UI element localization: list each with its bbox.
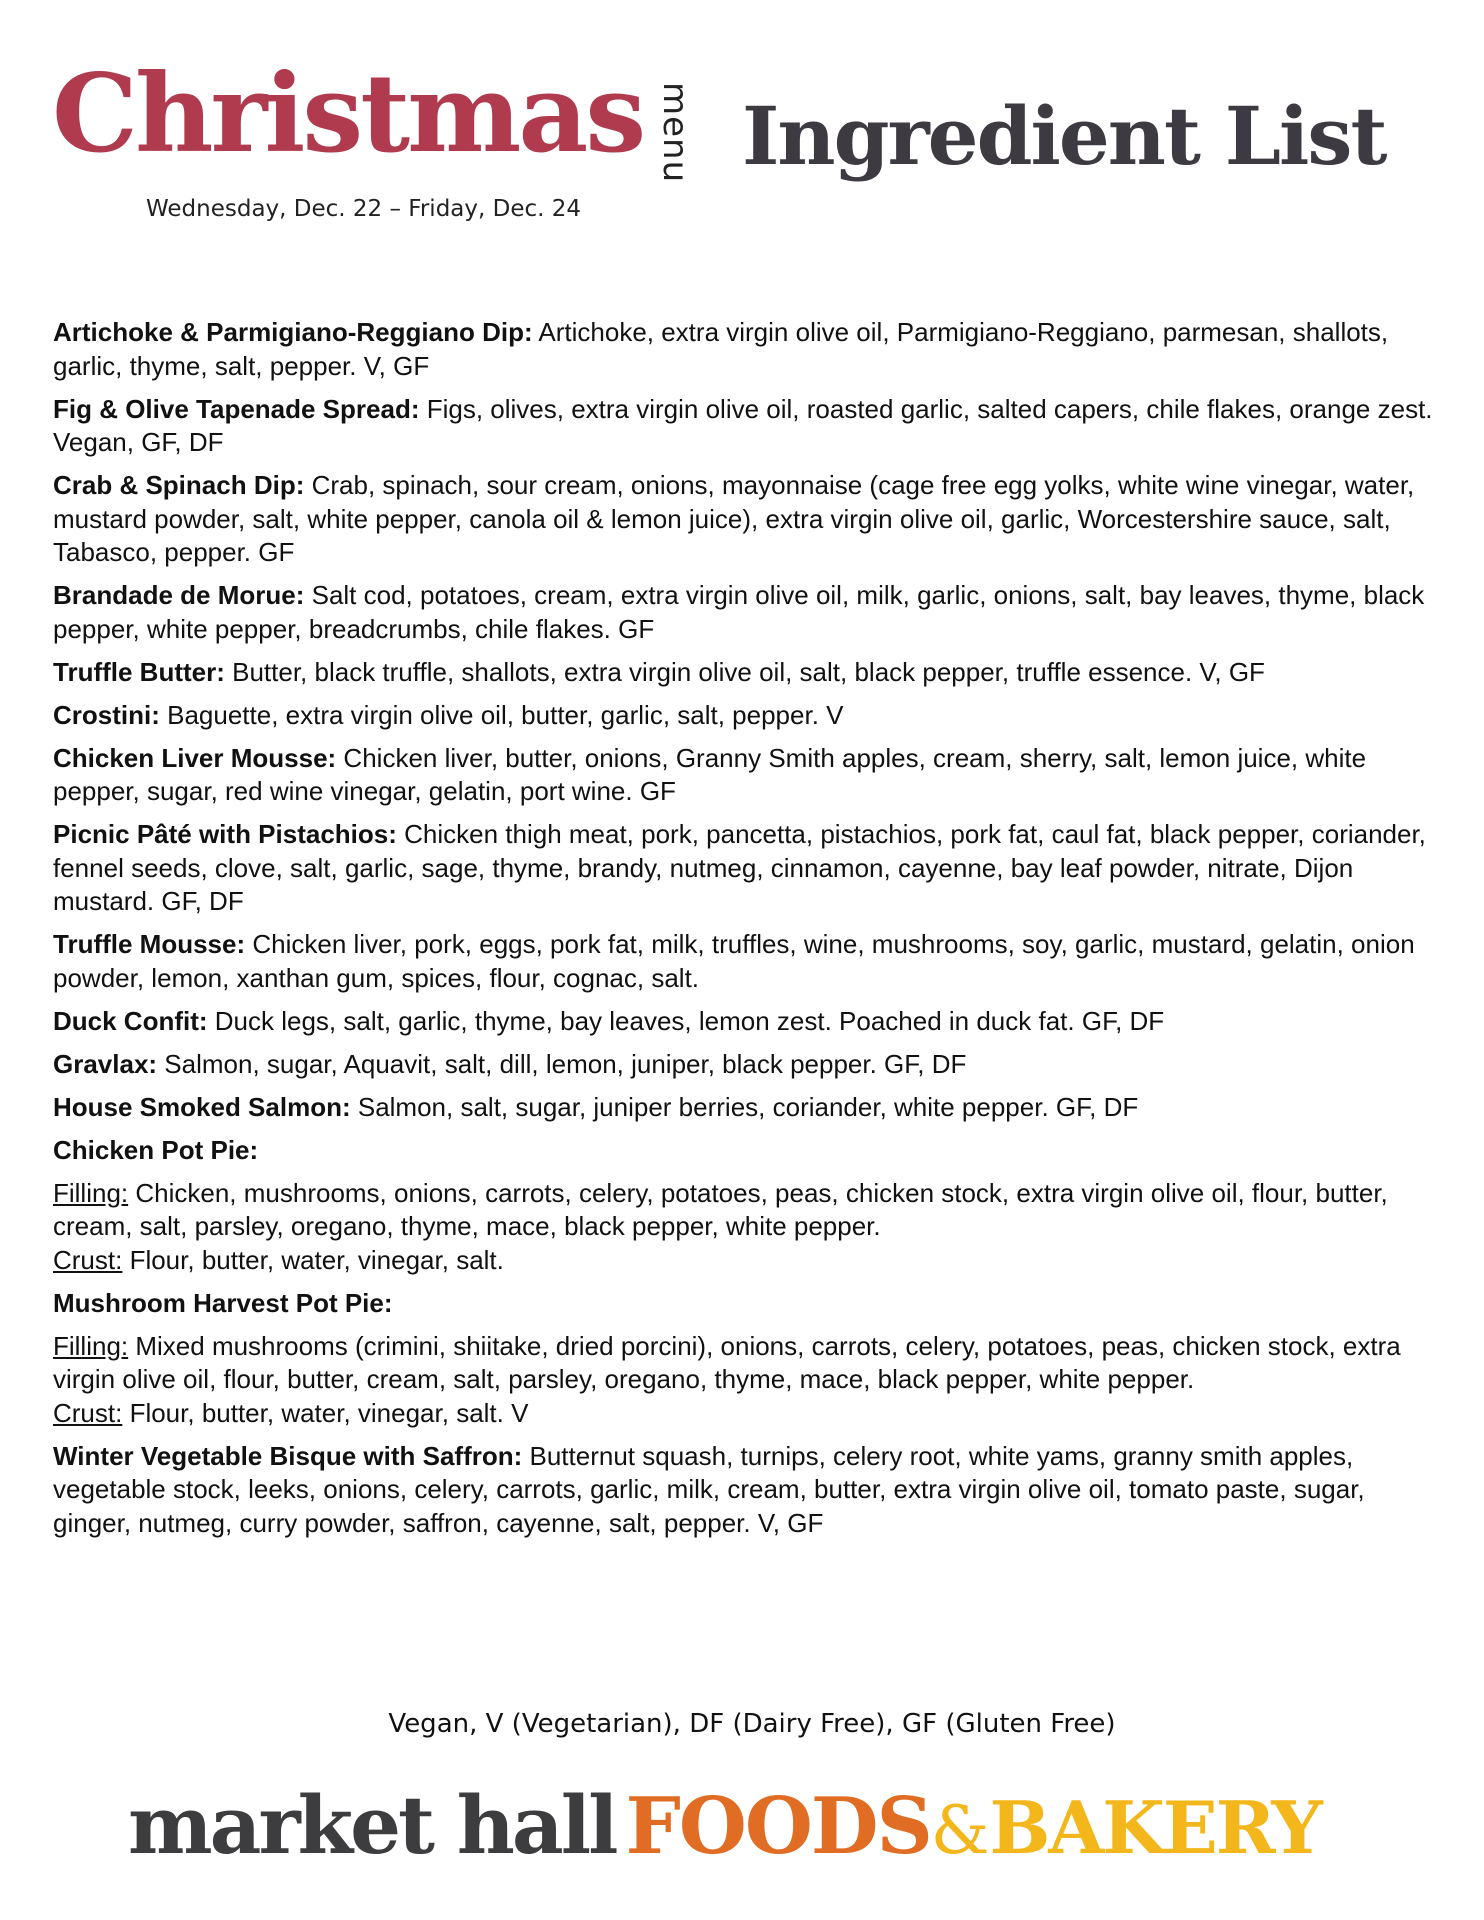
logo-bakery: BAKERY	[989, 1785, 1321, 1870]
item-name: Chicken Liver Mousse:	[53, 742, 337, 773]
header	[0, 0, 1484, 240]
item-mushroom-pot-pie	[53, 1287, 1443, 1321]
logo-ampersand: &	[930, 1792, 990, 1869]
crust-ingredients: Flour, butter, water, vinegar, salt. V	[122, 1397, 529, 1428]
item-name: Crab & Spinach Dip:	[53, 470, 305, 500]
item-ingredients: Baguette, extra virgin olive oil, butter, garlic, salt, pepper. V	[159, 699, 844, 730]
ingredient-items	[53, 316, 1443, 1550]
christmas-title: Christmas	[52, 51, 644, 177]
item-ingredients: Chicken liver, butter, onions, Granny Smith apples, cream, sherry, salt, lemon juice, white pepper, sugar, red wine vinegar, gelatin, port wine. GF	[53, 742, 1367, 806]
dietary-legend: Vegan, V (Vegetarian), DF (Dairy Free), GF (Gluten Free)	[388, 1709, 1116, 1739]
item-ingredients: Salmon, sugar, Aquavit, salt, dill, lemon, juniper, black pepper. GF, DF	[157, 1048, 967, 1079]
item-name: Chicken Pot Pie:	[53, 1134, 259, 1165]
crust-label: Crust:	[53, 1244, 123, 1275]
item-name: Truffle Butter:	[53, 656, 225, 687]
item-crostini	[53, 699, 1443, 733]
item-chicken-pot-pie	[53, 1134, 1443, 1168]
filling-label: Filling:	[53, 1330, 129, 1361]
item-ingredients: Artichoke, extra virgin olive oil, Parmigiano-Reggiano, parmesan, shallots, garlic, thyme, salt, pepper. V, GF	[53, 317, 1389, 381]
logo-foods: FOODS	[625, 1781, 931, 1872]
filling-label: Filling:	[53, 1177, 129, 1208]
item-truffle-mousse	[53, 928, 1443, 995]
item-name: Brandade de Morue:	[53, 580, 305, 610]
item-ingredients: Chicken liver, pork, eggs, pork fat, milk, truffles, wine, mushrooms, soy, garlic, mustard, gelatin, onion powder, lemon, xanthan gum, spices, flour, cognac, salt.	[53, 929, 1415, 993]
item-winter-bisque	[53, 1440, 1443, 1541]
item-name: Truffle Mousse:	[53, 929, 246, 959]
item-ingredients: Butter, black truffle, shallots, extra virgin olive oil, salt, black pepper, truffle essence. V, GF	[224, 656, 1265, 687]
crust-ingredients: Flour, butter, water, vinegar, salt.	[122, 1244, 504, 1275]
item-chicken-liver-mousse	[53, 742, 1443, 809]
item-name: Picnic Pâté with Pistachios:	[53, 819, 397, 849]
item-ingredients: Figs, olives, extra virgin olive oil, roasted garlic, salted capers, chile flakes, orange zest. Vegan, GF, DF	[53, 393, 1433, 457]
item-ingredients: Chicken thigh meat, pork, pancetta, pistachios, pork fat, caul fat, black pepper, coriander, fennel seeds, clove, salt, garlic, sage, thyme, brandy, nutmeg, cinnamon, cayenne, bay leaf powder, nitrate, Dijon mustard. GF, DF	[53, 819, 1426, 916]
item-crab-dip	[53, 469, 1443, 570]
chicken-pot-pie-details	[53, 1177, 1443, 1278]
crust-label: Crust:	[53, 1397, 123, 1428]
item-fig-tapenade	[53, 393, 1443, 460]
item-duck-confit	[53, 1005, 1443, 1039]
item-truffle-butter	[53, 656, 1443, 690]
mushroom-pot-pie-crust	[53, 1397, 1443, 1431]
ingredient-list-title: Ingredient List	[742, 89, 1386, 183]
mushroom-pot-pie-details	[53, 1330, 1443, 1431]
item-smoked-salmon	[53, 1091, 1443, 1125]
item-picnic-pate	[53, 818, 1443, 919]
item-ingredients: Duck legs, salt, garlic, thyme, bay leaves, lemon zest. Poached in duck fat. GF, DF	[207, 1005, 1165, 1036]
item-name: Mushroom Harvest Pot Pie:	[53, 1287, 393, 1318]
item-name: Fig & Olive Tapenade Spread:	[53, 393, 420, 424]
mushroom-pot-pie-filling	[53, 1330, 1443, 1397]
item-name: Duck Confit:	[53, 1005, 208, 1036]
item-name: Artichoke & Parmigiano-Reggiano Dip:	[53, 317, 533, 347]
item-ingredients: Salmon, salt, sugar, juniper berries, coriander, white pepper. GF, DF	[350, 1091, 1139, 1122]
market-hall-logo	[128, 1778, 1321, 1872]
item-gravlax	[53, 1048, 1443, 1082]
item-name: House Smoked Salmon:	[53, 1091, 351, 1122]
filling-ingredients: Chicken, mushrooms, onions, carrots, celery, potatoes, peas, chicken stock, extra virgin olive oil, flour, butter, cream, salt, parsley, oregano, thyme, mace, black pepper, white pepper.	[53, 1177, 1388, 1241]
chicken-pot-pie-crust	[53, 1244, 1443, 1278]
date-range: Wednesday, Dec. 22 – Friday, Dec. 24	[146, 196, 582, 222]
item-name: Gravlax:	[53, 1048, 158, 1079]
item-ingredients: Salt cod, potatoes, cream, extra virgin olive oil, milk, garlic, onions, salt, bay leaves, thyme, black pepper, white pepper, breadcrumbs, chile flakes. GF	[53, 580, 1425, 644]
item-artichoke-dip	[53, 316, 1443, 383]
item-ingredients: Crab, spinach, sour cream, onions, mayonnaise (cage free egg yolks, white wine vinegar, water, mustard powder, salt, white pepper, canola oil & lemon juice), extra virgin olive oil, garlic, Worcestershire sauce, salt, Tabasco, pepper. GF	[53, 470, 1415, 567]
logo-market-hall: market hall	[128, 1778, 616, 1872]
menu-label: menu	[655, 82, 695, 184]
item-name: Winter Vegetable Bisque with Saffron:	[53, 1440, 523, 1471]
item-ingredients: Butternut squash, turnips, celery root, white yams, granny smith apples, vegetable stock, leeks, onions, celery, carrots, garlic, milk, cream, butter, extra virgin olive oil, tomato paste, sugar, ginger, nutmeg, curry powder, saffron, cayenne, salt, pepper. V, GF	[53, 1440, 1365, 1538]
item-name: Crostini:	[53, 699, 160, 730]
chicken-pot-pie-filling	[53, 1177, 1443, 1244]
item-brandade	[53, 579, 1443, 646]
filling-ingredients: Mixed mushrooms (crimini, shiitake, dried porcini), onions, carrots, celery, potatoes, peas, chicken stock, extra virgin olive oil, flour, butter, cream, salt, parsley, oregano, thyme, mace, black pepper, white pepper.	[53, 1330, 1401, 1394]
